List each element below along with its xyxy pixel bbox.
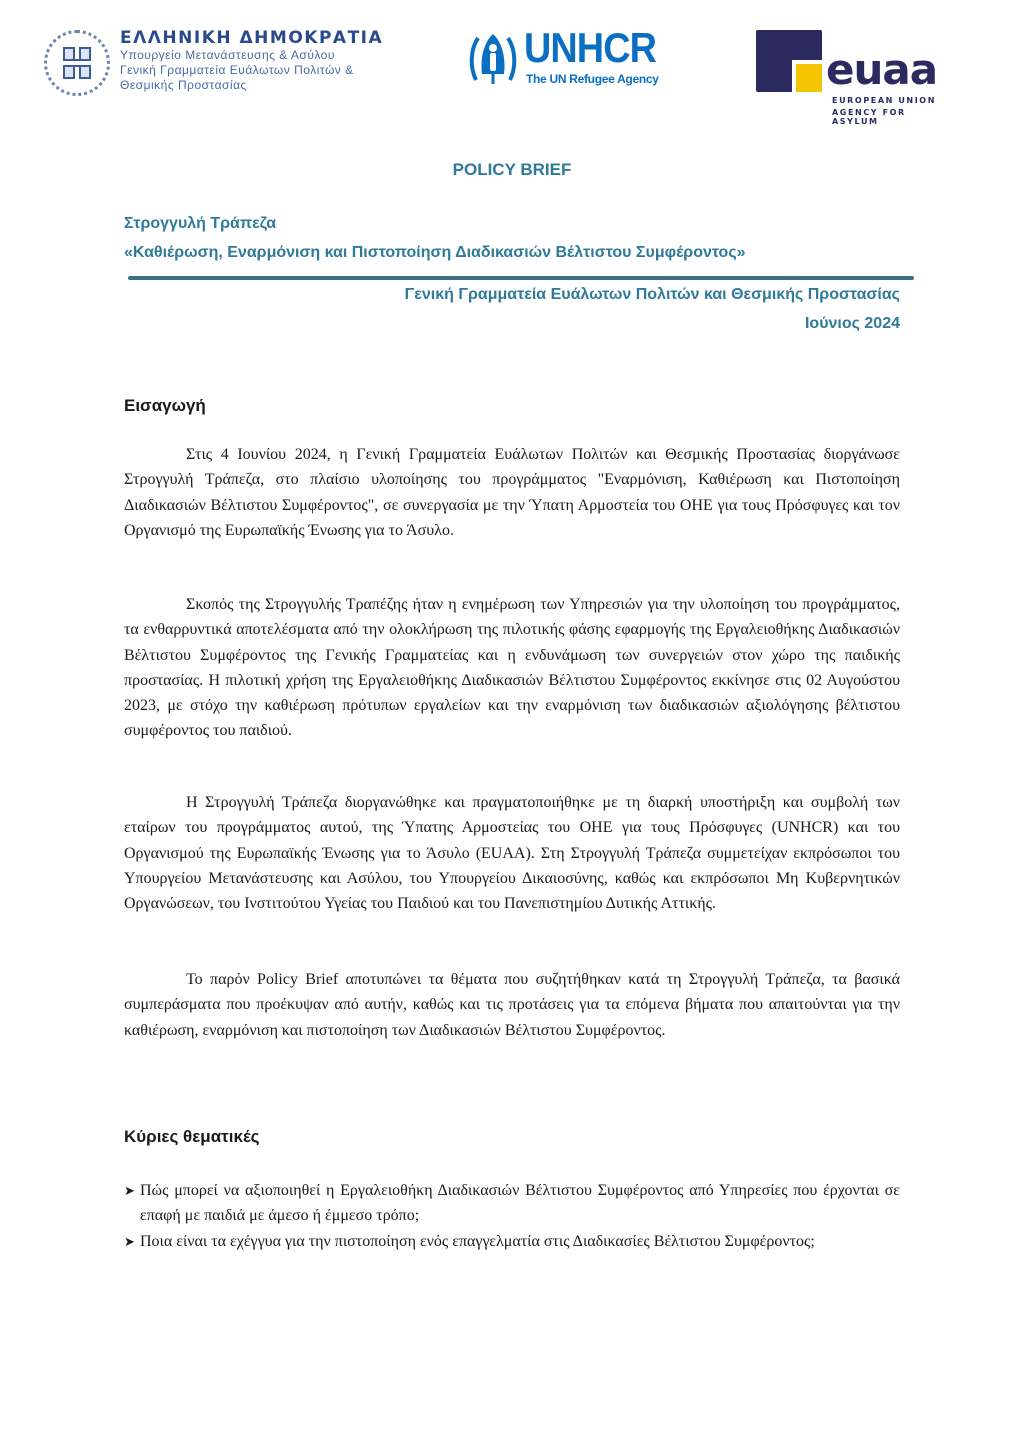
title-divider <box>128 276 914 280</box>
unhcr-tagline: The UN Refugee Agency <box>526 72 659 86</box>
event-title: «Καθιέρωση, Εναρμόνιση και Πιστοποίηση Διαδικασιών Βέλτιστου Συμφέροντος» <box>124 244 746 261</box>
organization-name: Γενική Γραμματεία Ευάλωτων Πολιτών και Θεσμικής Προστασίας <box>404 286 900 303</box>
intro-paragraph-1: Στις 4 Ιουνίου 2024, η Γενική Γραμματεία Ευάλωτων Πολιτών και Θεσμικής Προστασίας διοργάνωσε Στρογγυλή Τράπεζα, στο πλαίσιο υλοποίησης του προγράμματος "Εναρμόνιση, Καθιέρωση και Πιστοποίηση Διαδικασιών Βέλτιστου Συμφέροντος", σε συνεργασία με την Ύπατη Αρμοστεία του ΟΗΕ για τους Πρόσφυγες και τον Οργανισμό της Ευρωπαϊκής Ένωσης για το Άσυλο. <box>124 446 900 539</box>
section-heading-themes: Κύριες θεματικές <box>124 1127 260 1146</box>
greek-republic-title: ΕΛΛΗΝΙΚΗ ΔΗΜΟΚΡΑΤΙΑ <box>120 28 384 48</box>
themes-list <box>124 1178 900 1254</box>
euaa-logo <box>756 30 956 126</box>
list-item <box>124 1178 900 1229</box>
greek-republic-logo <box>44 28 404 108</box>
unhcr-hands-icon <box>468 28 518 88</box>
event-label: Στρογγυλή Τράπεζα <box>124 215 277 232</box>
theme-text: Ποια είναι τα εχέγγυα για την πιστοποίηση ενός επαγγελματία στις Διαδικασίες Βέλτιστου Συμφέροντος; <box>140 1232 815 1250</box>
greek-coat-of-arms-icon <box>44 30 110 96</box>
section-heading-intro: Εισαγωγή <box>124 396 206 415</box>
theme-text: Πώς μπορεί να αξιοποιηθεί η Εργαλειοθήκη Διαδικασιών Βέλτιστου Συμφέροντος από Υπηρεσίες που έρχονται σε επαφή με παιδιά με άμεσο ή έμμεσο τρόπο; <box>140 1182 900 1225</box>
secretariat-name-line2: Θεσμικής Προστασίας <box>120 78 247 92</box>
intro-paragraph-3: Η Στρογγυλή Τράπεζα διοργανώθηκε και πραγματοποιήθηκε με τη διαρκή υποστήριξη και συμβολή των εταίρων του προγράμματος αυτού, της Ύπατης Αρμοστείας του ΟΗΕ για τους Πρόσφυγες (UNHCR) και του Οργανισμού της Ευρωπαϊκής Ένωσης για το Άσυλο (EUAA). Στη Στρογγυλή Τράπεζα συμμετείχαν εκπρόσωποι του Υπουργείου Μετανάστευσης και Ασύλου, του Υπουργείου Δικαιοσύνης, καθώς και εκπρόσωποι Μη Κυβερνητικών Οργανώσεων, του Ινστιτούτου Υγείας του Παιδιού και του Πανεπιστημίου Δυτικής Αττικής. <box>124 794 900 913</box>
euaa-subtitle-line2: AGENCY FOR ASYLUM <box>832 108 906 126</box>
euaa-subtitle-line1: EUROPEAN UNION <box>832 96 936 105</box>
document-date: Ιούνιος 2024 <box>804 315 900 332</box>
euaa-yellow-square-icon <box>796 64 822 92</box>
unhcr-logo <box>468 24 668 94</box>
intro-paragraph-2: Σκοπός της Στρογγυλής Τραπέζης ήταν η ενημέρωση των Υπηρεσιών για την υλοποίηση του προγράμματος, τα ενθαρρυντικά αποτελέσματα από την ολοκλήρωση της πιλοτικής φάσης εφαρμογής της Εργαλειοθήκης Διαδικασιών Βέλτιστου Συμφέροντος της Γενικής Γραμματείας και η ενδυνάμωση των συνεργειών στον χώρο της παιδικής προστασίας. Η πιλοτική χρήση της Εργαλειοθήκης Διαδικασιών Βέλτιστου Συμφέροντος εκκίνησε στις 02 Αυγούστου 2023, με στόχο την καθιέρωση πρότυπων εργαλείων και την εναρμόνιση των διαδικασιών αξιολόγησης βέλτιστου συμφέροντος του παιδιού. <box>124 596 900 740</box>
arrowhead-bullet-icon: ➤ <box>124 1233 135 1249</box>
intro-paragraph-4: Το παρόν Policy Brief αποτυπώνει τα θέματα που συζητήθηκαν κατά τη Στρογγυλή Τράπεζα, τα βασικά συμπεράσματα που προέκυψαν από αυτήν, καθώς και τις προτάσεις για τα επόμενα βήματα που απαιτούνται για την καθιέρωση, εναρμόνιση και πιστοποίηση των Διαδικασιών Βέλτιστου Συμφέροντος. <box>124 971 900 1039</box>
arrowhead-bullet-icon: ➤ <box>124 1183 135 1198</box>
list-item <box>124 1229 900 1254</box>
unhcr-wordmark: UNHCR <box>524 24 656 71</box>
euaa-wordmark: euaa <box>826 45 938 94</box>
secretariat-name-line1: Γενική Γραμματεία Ευάλωτων Πολιτών & <box>120 63 354 77</box>
document-type-title: POLICY BRIEF <box>452 160 572 179</box>
ministry-name: Υπουργείο Μετανάστευσης & Ασύλου <box>120 48 335 62</box>
